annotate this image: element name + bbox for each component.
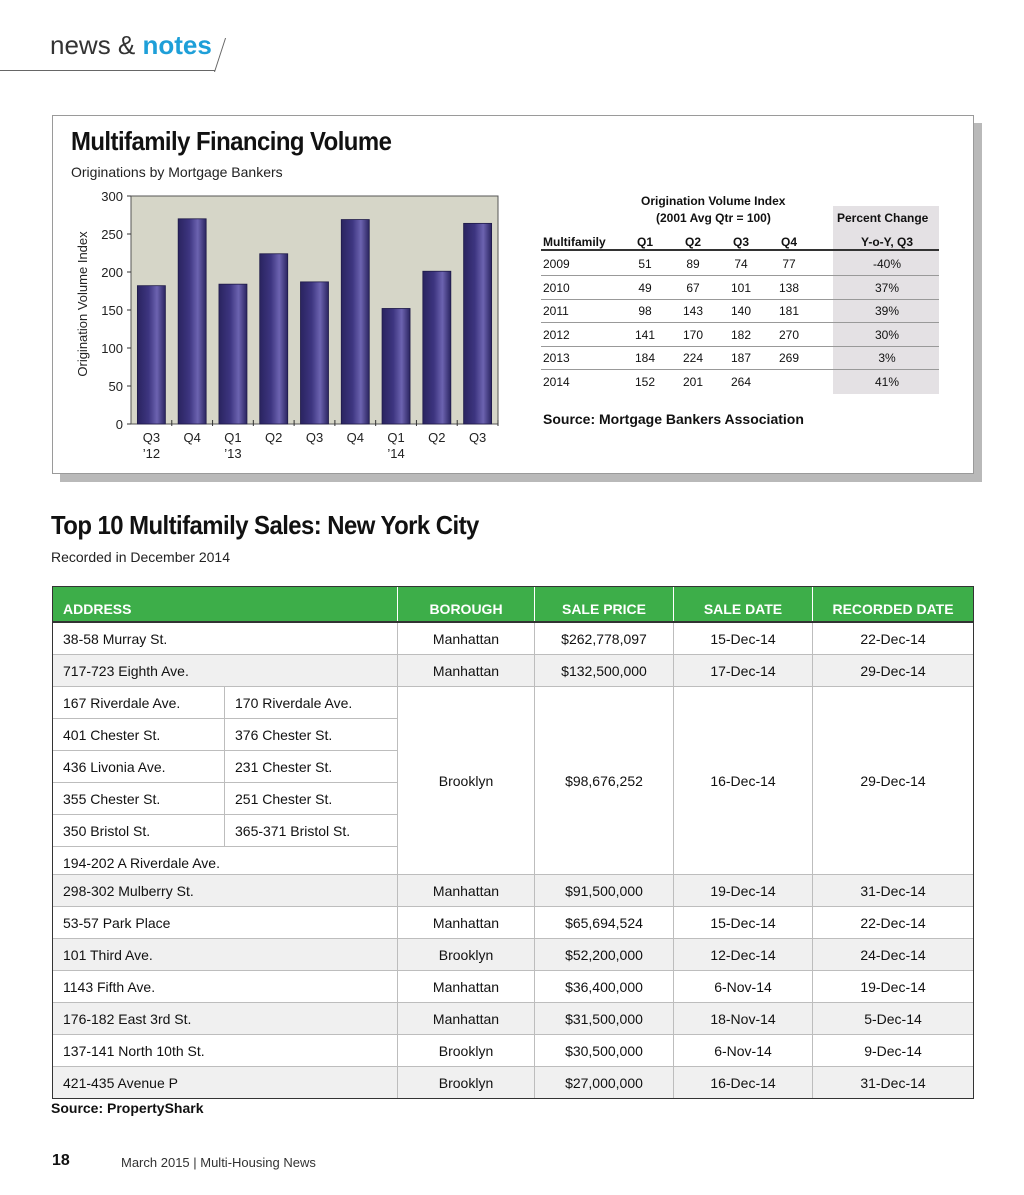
- table-row: [53, 1003, 973, 1035]
- q1-cell: 152: [634, 374, 656, 389]
- address-cell: 421-435 Avenue P: [53, 1067, 398, 1098]
- address-cell: 53-57 Park Place: [53, 907, 398, 938]
- x-tick-label: Q4: [346, 430, 364, 445]
- sales-source: Source: PropertyShark: [51, 1100, 204, 1116]
- address-single: [53, 847, 397, 878]
- recorded-date-cell: 24-Dec-14: [860, 946, 926, 963]
- table-row: [53, 623, 973, 655]
- index-header-line2: (2001 Avg Qtr = 100): [656, 211, 771, 225]
- q3-cell: 182: [730, 327, 752, 342]
- recorded-date-cell: 29-Dec-14: [860, 772, 926, 789]
- address-cell: 401 Chester St.: [53, 719, 225, 750]
- y-tick-label: 100: [101, 341, 123, 356]
- col-yoy: Y-o-Y, Q3: [860, 235, 913, 249]
- address-cell: 298-302 Mulberry St.: [53, 875, 398, 906]
- x-tick-label: Q3: [305, 430, 324, 445]
- q4-cell: 181: [778, 304, 800, 318]
- y-tick-label: 150: [101, 303, 123, 318]
- address-cell: 101 Third Ave.: [53, 939, 398, 970]
- header-slash: [214, 38, 226, 72]
- x-tick-sublabel: ’13: [224, 446, 242, 461]
- bar-3: [260, 254, 288, 424]
- address-cell: 717-723 Eighth Ave.: [53, 655, 398, 686]
- sales-rows-after: [53, 875, 973, 1098]
- chart-title: Multifamily Financing Volume: [71, 126, 392, 156]
- bar-8: [464, 223, 492, 424]
- table-row: [53, 1035, 973, 1067]
- recorded-date-cell: 31-Dec-14: [860, 1074, 926, 1091]
- borough-cell: Manhattan: [398, 1003, 535, 1034]
- page-number: 18: [52, 1152, 70, 1169]
- address-cell: 170 Riverdale Ave.: [235, 694, 353, 711]
- table-row: [53, 971, 973, 1003]
- x-tick-label: Q2: [265, 430, 283, 445]
- index-source: Source: Mortgage Bankers Association: [543, 411, 804, 427]
- sale-date-cell: 12-Dec-14: [674, 939, 813, 970]
- sales-table-header: [53, 587, 973, 623]
- yoy-cell: 37%: [874, 280, 900, 295]
- x-tick-label: Q2: [428, 430, 446, 445]
- q4-cell: 138: [778, 280, 800, 295]
- price-cell: $27,000,000: [535, 1067, 674, 1098]
- sale-date-cell: 6-Nov-14: [674, 1035, 813, 1066]
- section-header-accent: notes: [142, 30, 212, 60]
- bar-7: [423, 271, 451, 424]
- index-table-row: [541, 347, 939, 370]
- footer-text: March 2015 | Multi-Housing News: [121, 1155, 316, 1170]
- y-tick-label: 250: [101, 227, 123, 242]
- price-cell: $65,694,524: [535, 907, 674, 938]
- y-axis-label: Origination Volume Index: [75, 231, 90, 377]
- address-cell: 251 Chester St.: [235, 790, 333, 807]
- address-cell: 176-182 East 3rd St.: [53, 1003, 398, 1034]
- portfolio-address-grid: [53, 687, 398, 874]
- q4-cell: 269: [778, 351, 800, 365]
- index-table-row: [541, 277, 939, 300]
- x-tick-label: Q1: [387, 430, 405, 445]
- table-row: [53, 1067, 973, 1098]
- index-table-row: [541, 371, 939, 393]
- address-cell: 231 Chester St.: [235, 758, 333, 775]
- price-cell: $91,500,000: [535, 875, 674, 906]
- address-cell: 167 Riverdale Ave.: [53, 687, 225, 718]
- col-q1: Q1: [636, 235, 653, 249]
- address-cell: 194-202 A Riverdale Ave.: [63, 854, 220, 871]
- recorded-date-cell: 22-Dec-14: [860, 914, 926, 931]
- header-rule: [0, 70, 215, 71]
- year-cell: 2009: [543, 257, 570, 271]
- address-pair: [53, 719, 397, 751]
- borough-cell: Brooklyn: [398, 687, 535, 874]
- col-q4: Q4: [780, 235, 797, 249]
- price-cell: $52,200,000: [535, 939, 674, 970]
- address-cell: 436 Livonia Ave.: [53, 751, 225, 782]
- yoy-cell: 3%: [878, 351, 896, 365]
- year-cell: 2014: [543, 374, 570, 389]
- col-sale-date: SALE DATE: [674, 587, 813, 621]
- table-row: [53, 655, 973, 687]
- section-header: [50, 30, 212, 61]
- col-sale-price: SALE PRICE: [535, 587, 674, 621]
- sale-date-cell: 6-Nov-14: [674, 971, 813, 1002]
- yoy-cell: 39%: [874, 304, 900, 318]
- x-tick-sublabel: ’14: [387, 446, 405, 461]
- recorded-date-cell: 9-Dec-14: [864, 1042, 922, 1059]
- address-cell: 350 Bristol St.: [53, 815, 225, 846]
- price-cell: $132,500,000: [535, 655, 674, 686]
- address-cell: 137-141 North 10th St.: [53, 1035, 398, 1066]
- q3-cell: 264: [730, 374, 752, 389]
- x-tick-label: Q3: [142, 430, 161, 445]
- bar-6: [382, 308, 410, 424]
- price-cell: $262,778,097: [535, 623, 674, 654]
- borough-cell: Manhattan: [398, 907, 535, 938]
- address-cell: 376 Chester St.: [235, 726, 333, 743]
- y-tick-label: 300: [101, 189, 123, 204]
- borough-cell: Manhattan: [398, 875, 535, 906]
- price-cell: $36,400,000: [535, 971, 674, 1002]
- address-cell: 1143 Fifth Ave.: [53, 971, 398, 1002]
- sale-date-cell: 19-Dec-14: [674, 875, 813, 906]
- yoy-cell: 30%: [874, 327, 900, 342]
- financing-chart-panel: [52, 115, 974, 474]
- q4-cell: 77: [782, 257, 796, 271]
- year-cell: 2010: [543, 280, 570, 295]
- col-recorded-date: RECORDED DATE: [832, 601, 954, 617]
- q1-cell: 49: [638, 280, 652, 295]
- address-pair: [53, 687, 397, 719]
- y-tick-label: 50: [108, 379, 123, 394]
- recorded-date-cell: 29-Dec-14: [860, 662, 926, 679]
- yoy-cell: -40%: [872, 257, 901, 271]
- percent-change-header: Percent Change: [837, 211, 929, 225]
- table-row: [53, 907, 973, 939]
- index-table-row: [541, 253, 939, 276]
- yoy-cell: 41%: [874, 374, 900, 389]
- table-row: [53, 939, 973, 971]
- index-table-row: [541, 324, 939, 347]
- bar-1: [178, 219, 206, 424]
- col-address: ADDRESS: [53, 587, 398, 621]
- x-tick-label: Q3: [468, 430, 487, 445]
- sale-date-cell: 16-Dec-14: [674, 687, 813, 874]
- year-cell: 2013: [543, 351, 570, 365]
- year-cell: 2011: [543, 304, 569, 318]
- q2-cell: 89: [686, 257, 700, 271]
- q2-cell: 224: [682, 351, 704, 365]
- q1-cell: 184: [634, 351, 656, 365]
- address-cell: 38-58 Murray St.: [53, 623, 398, 654]
- y-tick-label: 0: [115, 417, 123, 432]
- q1-cell: 51: [638, 257, 652, 271]
- table-row: [53, 875, 973, 907]
- x-tick-label: Q1: [224, 430, 242, 445]
- recorded-date-cell: 22-Dec-14: [860, 630, 926, 647]
- address-pair: [53, 783, 397, 815]
- borough-cell: Manhattan: [398, 971, 535, 1002]
- sale-date-cell: 16-Dec-14: [674, 1067, 813, 1098]
- borough-cell: Brooklyn: [398, 1067, 535, 1098]
- recorded-date-cell: 19-Dec-14: [860, 978, 926, 995]
- q3-cell: 187: [730, 351, 752, 365]
- recorded-date-cell: 5-Dec-14: [864, 1010, 922, 1027]
- sales-table: [52, 586, 974, 1099]
- price-cell: $31,500,000: [535, 1003, 674, 1034]
- q3-cell: 101: [730, 280, 752, 295]
- col-borough: BOROUGH: [398, 587, 535, 621]
- borough-cell: Brooklyn: [398, 939, 535, 970]
- bar-2: [219, 284, 247, 424]
- q2-cell: 67: [686, 280, 700, 295]
- address-pair: [53, 751, 397, 783]
- index-table-row: [541, 300, 939, 323]
- bar-0: [137, 286, 165, 424]
- borough-cell: Manhattan: [398, 655, 535, 686]
- index-header-line1: Origination Volume Index: [641, 194, 786, 208]
- q2-cell: 170: [682, 327, 704, 342]
- bar-5: [341, 220, 369, 424]
- x-tick-label: Q4: [183, 430, 201, 445]
- sale-date-cell: 18-Nov-14: [674, 1003, 813, 1034]
- q3-cell: 140: [730, 304, 752, 318]
- portfolio-sale-group: [53, 687, 973, 875]
- recorded-date-cell: 31-Dec-14: [860, 882, 926, 899]
- sales-subtitle: Recorded in December 2014: [51, 549, 230, 565]
- borough-cell: Brooklyn: [398, 1035, 535, 1066]
- col-q2: Q2: [684, 235, 701, 249]
- chart-subtitle: Originations by Mortgage Bankers: [71, 164, 283, 180]
- section-header-plain: news &: [50, 30, 143, 60]
- price-cell: $30,500,000: [535, 1035, 674, 1066]
- sales-title: Top 10 Multifamily Sales: New York City: [51, 510, 479, 540]
- address-cell: 365-371 Bristol St.: [235, 822, 351, 839]
- col-q3: Q3: [732, 235, 749, 249]
- sale-date-cell: 15-Dec-14: [674, 623, 813, 654]
- bar-chart: [53, 116, 533, 473]
- q4-cell: 270: [778, 327, 800, 342]
- address-pair: [53, 815, 397, 847]
- q2-cell: 201: [682, 374, 704, 389]
- y-tick-label: 200: [101, 265, 123, 280]
- x-tick-sublabel: ’12: [142, 446, 161, 461]
- col-multifamily: Multifamily: [543, 235, 606, 249]
- bar-4: [301, 282, 329, 424]
- q3-cell: 74: [734, 257, 748, 271]
- borough-cell: Manhattan: [398, 623, 535, 654]
- sale-date-cell: 17-Dec-14: [674, 655, 813, 686]
- year-cell: 2012: [543, 327, 570, 342]
- index-table-header: [541, 231, 939, 251]
- price-cell: $98,676,252: [535, 687, 674, 874]
- address-cell: 355 Chester St.: [53, 783, 225, 814]
- q2-cell: 143: [682, 304, 704, 318]
- sale-date-cell: 15-Dec-14: [674, 907, 813, 938]
- q1-cell: 98: [638, 304, 652, 318]
- q1-cell: 141: [634, 327, 656, 342]
